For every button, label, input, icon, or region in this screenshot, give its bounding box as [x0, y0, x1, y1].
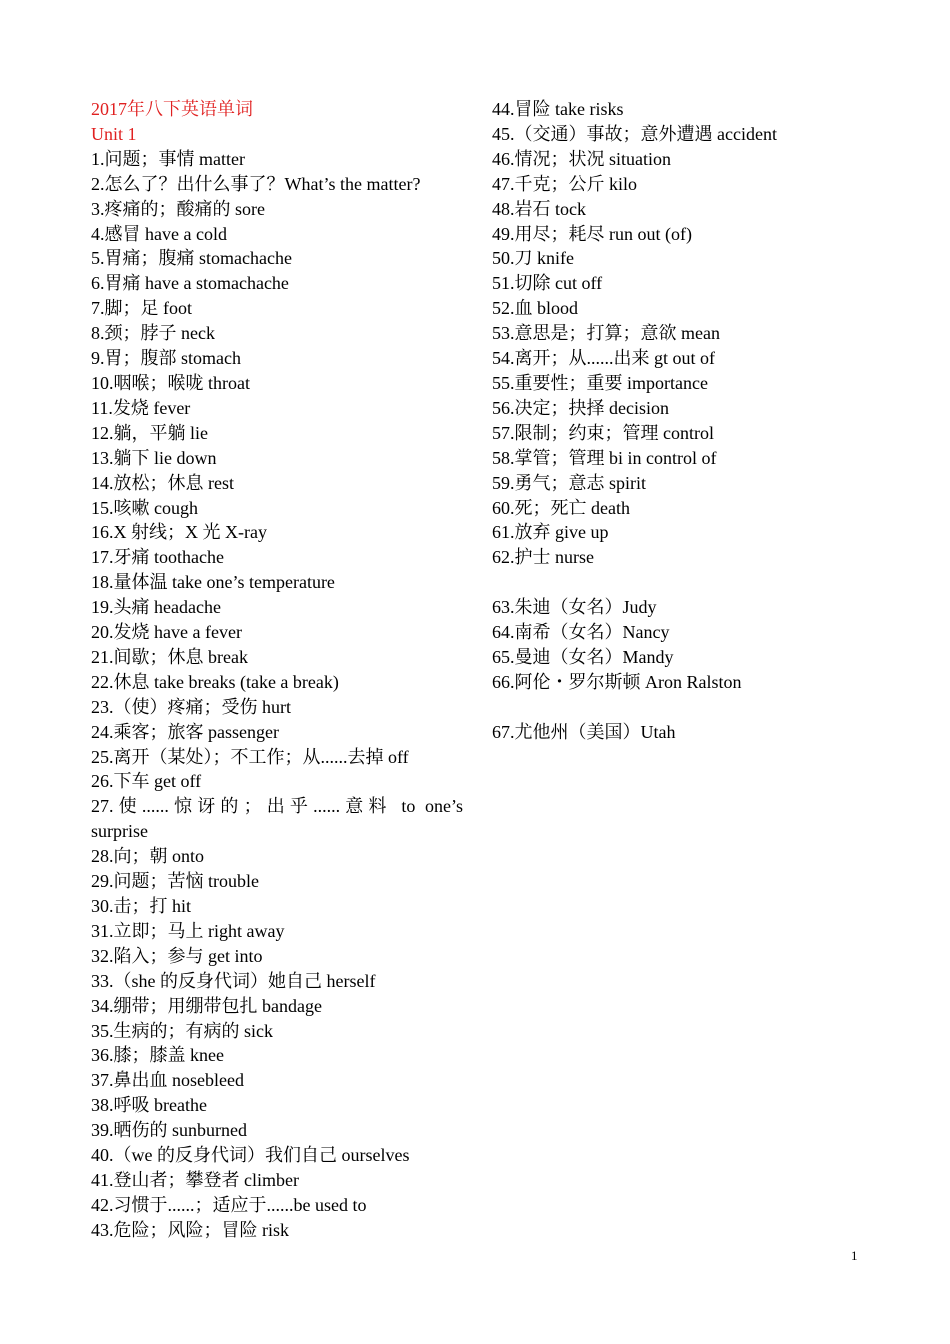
vocab-entry: 43.危险；风险；冒险 risk — [91, 1219, 289, 1240]
blank-line — [492, 570, 872, 595]
vocab-entry: 46.情况；状况 situation — [492, 148, 671, 169]
vocab-entry: 31.立即；马上 right away — [91, 920, 285, 941]
vocab-entry: 48.岩石 tock — [492, 198, 586, 219]
vocab-entry: 55.重要性；重要 importance — [492, 372, 708, 393]
unit-heading: Unit 1 — [91, 123, 137, 144]
vocab-entry: 10.咽喉；喉咙 throat — [91, 372, 250, 393]
vocab-entry: 11.发烧 fever — [91, 397, 191, 418]
vocab-entry: 37.鼻出血 nosebleed — [91, 1070, 244, 1091]
right-column — [492, 97, 872, 745]
vocab-entry: 22.休息 take breaks (take a break) — [91, 671, 339, 692]
vocab-entry: 40.（we 的反身代词）我们自己 ourselves — [91, 1145, 410, 1166]
vocab-entry: 63.朱迪（女名）Judy — [492, 597, 657, 618]
vocab-entry: 66.阿伦・罗尔斯顿 Aron Ralston — [492, 671, 742, 692]
vocab-entry: 7.脚；足 foot — [91, 298, 192, 319]
vocab-entry: 24.乘客；旅客 passenger — [91, 721, 279, 742]
vocab-entry: 9.胃；腹部 stomach — [91, 348, 241, 369]
vocab-entry: 42.习惯于......；适应于......be used to — [91, 1194, 367, 1215]
vocab-entry: 26.下车 get off — [91, 771, 202, 792]
vocab-entry: 12.躺，平躺 lie — [91, 422, 208, 443]
vocab-entry: 1.问题；事情 matter — [91, 148, 245, 169]
document-title: 2017年八下英语单词 — [91, 99, 253, 119]
right-vocabulary-list — [492, 97, 872, 745]
vocab-entry: 6.胃痛 have a stomachache — [91, 273, 289, 294]
vocab-entry: 45.（交通）事故；意外遭遇 accident — [492, 123, 777, 144]
vocab-entry: 17.牙痛 toothache — [91, 547, 224, 568]
vocab-entry: 29.问题；苦恼 trouble — [91, 871, 259, 892]
vocab-entry: 54.离开；从......出来 gt out of — [492, 348, 715, 369]
vocab-entry: 8.颈；脖子 neck — [91, 323, 215, 344]
vocab-entry: 19.头痛 headache — [91, 597, 221, 618]
vocab-entry: 56.决定；抉择 decision — [492, 397, 669, 418]
vocab-entry: 65.曼迪（女名）Mandy — [492, 646, 674, 667]
vocab-entry: 39.晒伤的 sunburned — [91, 1120, 247, 1141]
vocab-entry: 27.使......惊讶的；出乎......意料 to one’s — [91, 796, 463, 817]
vocab-entry: 44.冒险 take risks — [492, 99, 624, 119]
vocab-entry: 57.限制；约束；管理 control — [492, 422, 714, 443]
vocab-entry: 16.X 射线；X 光 X-ray — [91, 522, 267, 543]
vocab-entry: 14.放松；休息 rest — [91, 472, 234, 493]
vocab-entry: 21.间歇；休息 break — [91, 646, 248, 667]
vocab-entry: 34.绷带；用绷带包扎 bandage — [91, 995, 322, 1016]
vocab-entry: 28.向；朝 onto — [91, 846, 205, 867]
blank-line — [492, 695, 872, 720]
vocab-entry: 51.切除 cut off — [492, 273, 603, 294]
vocab-entry: 59.勇气；意志 spirit — [492, 472, 647, 493]
vocab-entry: 50.刀 knife — [492, 248, 574, 269]
vocab-entry: 2.怎么了？出什么事了？What’s the matter? — [91, 173, 421, 194]
vocab-entry: surprise — [91, 821, 148, 842]
vocab-entry: 32.陷入；参与 get into — [91, 945, 263, 966]
vocab-entry: 36.膝；膝盖 knee — [91, 1045, 224, 1066]
vocab-entry: 38.呼吸 breathe — [91, 1095, 207, 1116]
vocab-entry: 15.咳嗽 cough — [91, 497, 198, 518]
vocab-entry: 64.南希（女名）Nancy — [492, 622, 670, 643]
vocab-entry: 33.（she 的反身代词）她自己 herself — [91, 970, 376, 991]
vocab-entry: 25.离开（某处）；不工作；从......去掉 off — [91, 746, 409, 767]
vocab-entry: 35.生病的；有病的 sick — [91, 1020, 273, 1041]
vocab-entry: 5.胃痛；腹痛 stomachache — [91, 248, 292, 269]
vocab-entry: 3.疼痛的；酸痛的 sore — [91, 198, 265, 219]
vocab-entry: 18.量体温 take one’s temperature — [91, 572, 335, 593]
vocab-entry: 13.躺下 lie down — [91, 447, 217, 468]
vocab-entry: 4.感冒 have a cold — [91, 223, 227, 244]
page-number: 1 — [851, 1248, 858, 1263]
vocab-entry: 41.登山者；攀登者 climber — [91, 1169, 299, 1190]
vocab-entry: 67.尤他州（美国）Utah — [492, 721, 676, 742]
vocab-entry: 58.掌管；管理 bi in control of — [492, 447, 717, 468]
vocab-entry: 61.放弃 give up — [492, 522, 609, 543]
vocab-entry: 47.千克；公斤 kilo — [492, 173, 638, 194]
vocab-entry: 62.护士 nurse — [492, 547, 594, 568]
left-column — [91, 97, 463, 1243]
vocab-entry: 20.发烧 have a fever — [91, 622, 242, 643]
vocab-entry: 30.击；打 hit — [91, 896, 192, 916]
vocab-entry: 60.死；死亡 death — [492, 497, 630, 518]
left-vocabulary-list — [91, 147, 463, 1243]
vocab-entry: 53.意思是；打算；意欲 mean — [492, 323, 720, 344]
vocab-entry: 23.（使）疼痛；受伤 hurt — [91, 696, 291, 717]
vocab-entry: 52.血 blood — [492, 298, 579, 319]
vocab-entry: 49.用尽；耗尽 run out (of) — [492, 223, 692, 244]
